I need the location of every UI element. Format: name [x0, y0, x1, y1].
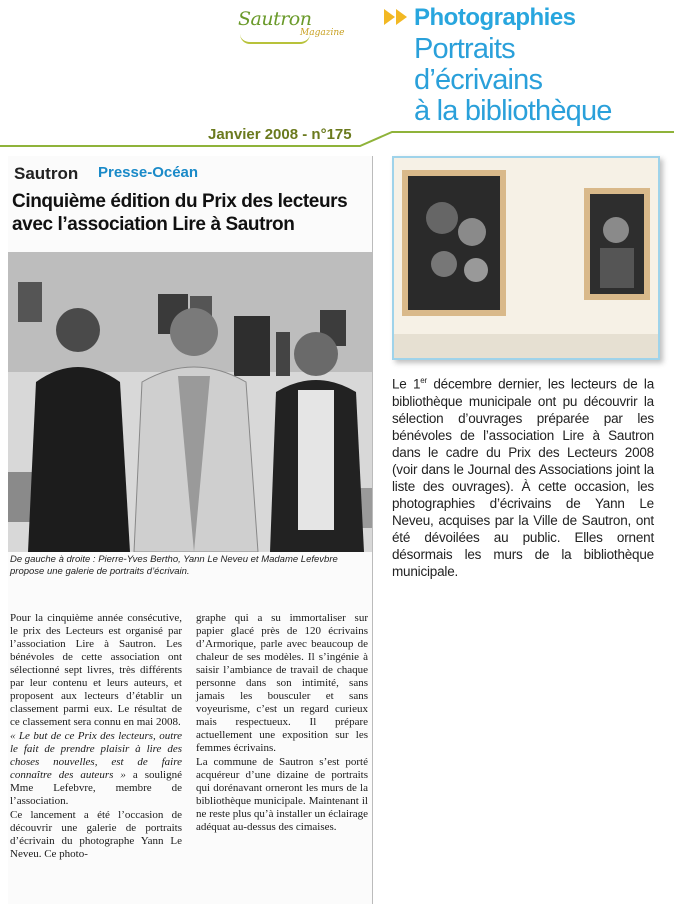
ordinal-suffix: er: [420, 376, 427, 385]
paragraph: La commune de Sautron s’est porté acquéreur d’une dizaine de portraits qui dorénavant orneront les murs de la bibliothèque municipale. Maintenant il ne reste plus qu’à installer un éclairage adéquat au-dessus des cimaises.: [196, 756, 368, 833]
paragraph: Ce lancement a été l’occasion de découvrir une galerie de portraits d’écrivain du photographe Yann Le Neveu. Ce photo-: [10, 809, 182, 860]
group-photo: [8, 252, 372, 552]
logo-subtext: Magazine: [300, 28, 345, 38]
title-line: Portraits: [414, 33, 515, 65]
headline-line: Cinquième édition du Prix des lecteurs: [12, 191, 348, 212]
clipping-column: [196, 612, 368, 835]
article-text-start: Le 1: [392, 376, 421, 392]
photo-caption: De gauche à droite : Pierre-Yves Bertho, Yann Le Neveu et Madame Lefevbre propose une galerie de portraits d’écrivain.: [10, 554, 338, 577]
logo-text: Sautron: [238, 8, 312, 30]
clipping-kicker: Sautron: [14, 164, 79, 183]
newspaper-clipping: [8, 156, 373, 904]
exhibition-photo: [392, 156, 660, 360]
page-title: [414, 34, 674, 127]
paragraph: Pour la cinquième année consécutive, le prix des Lecteurs est organisé par l’association Lire à Sautron. Les bénévoles de cette association ont sélectionné sept livres, très différents par leur contenu et leurs auteurs, et proposent aux lecteurs d’établir un classement parmi eux. Le résultat de ce classement sera connu en mai 2008.: [10, 612, 182, 728]
clipping-headline: [12, 190, 368, 236]
paragraph: [10, 730, 182, 808]
paragraph: graphe qui a su immortaliser sur papier glacé près de 120 écrivains d’Armorique, parle avec beaucoup de chaleur de ses modèles. Il s’ingénie à saisir l’ambiance de travail de chaque personne dans son intimité, sans jamais les bousculer et sans voyeurisme, c’est un regard curieux mais respectueux. Il prépare actuellement une exposition sur les femmes écrivains.: [196, 612, 368, 754]
title-line: d’écrivains: [414, 64, 543, 96]
quote: « Le but de ce Prix des lecteurs, outre le fait de prendre plaisir à lire des choses nouvelles, est de faire connaître des auteurs »: [10, 730, 182, 781]
issue-date: Janvier 2008 - n°175: [208, 126, 352, 143]
article-body: [392, 372, 654, 580]
clipping-source: Presse-Océan: [98, 164, 199, 181]
title-line: à la bibliothèque: [414, 95, 612, 127]
logo-swoosh: [240, 34, 310, 44]
headline-line: avec l’association Lire à Sautron: [12, 214, 295, 235]
article-text: décembre dernier, les lecteurs de la bibliothèque municipale ont pu découvrir la sélection d’ouvrages préparée par les bénévoles de l’association Lire à Sautron dans le cadre du Prix des Lecteurs 2008 (voir dans le Journal des Associations joint la liste des ouvrages). À cette occasion, les photographies d’écrivains de Yann Le Neveu, acquises par la Ville de Sautron, ont été dévoilées au public. Elles ornent désormais les murs de la bibliothèque municipale.: [392, 376, 654, 579]
attribution: a souligné Mme Lefebvre, membre de l’association.: [10, 769, 182, 807]
sautron-magazine-logo: [238, 6, 368, 46]
clipping-column: [10, 612, 182, 862]
section-label: Photographies: [414, 4, 576, 31]
double-arrow-icon: [384, 8, 410, 26]
